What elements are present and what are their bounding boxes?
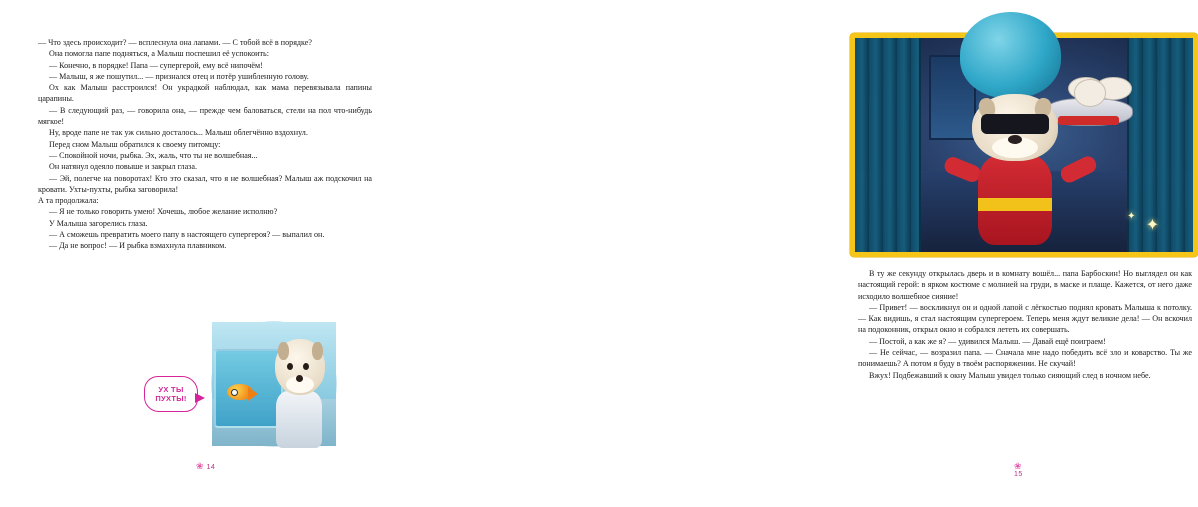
- right-page-body-text: [858, 268, 1192, 381]
- curtain-right: [1127, 38, 1193, 252]
- page-number-right-value: 15: [1014, 471, 1023, 478]
- speech-bubble-text: [144, 376, 198, 412]
- puppy-eye-right: [303, 363, 309, 370]
- paragraph: — Спокойной ночи, рыбка. Эх, жаль, что ты не волшебная...: [49, 150, 258, 160]
- paragraph: — Что здесь происходит? — всплеснула она лапами. — С тобой всё в порядке?: [38, 38, 312, 47]
- page-number-left-value: 14: [206, 464, 216, 471]
- paragraph: — Я не только говорить умею! Хочешь, любое желание исполню?: [49, 207, 278, 217]
- paragraph: — Конечно, в порядке! Папа — супергерой, ему всё нипочём!: [49, 60, 263, 70]
- paragraph: А та продолжала:: [38, 196, 99, 206]
- page-number-right: [1014, 462, 1023, 478]
- superhero-illustration: [855, 38, 1193, 252]
- paragraph: Ох как Малыш расстроился! Он украдкой наблюдал, как мама перевязывала папины царапины.: [38, 83, 372, 104]
- paragraph: Вжух! Подбежавший к окну Малыш увидел только сияющий след в ночном небе.: [869, 370, 1151, 380]
- fish-tank-illustration: [212, 322, 336, 446]
- puppy-character: [267, 339, 336, 446]
- hero-mask: [981, 114, 1049, 134]
- paragraph: — Привет! — воскликнул он и одной лапой с лёгкостью поднял кровать Малыша к потолку. — Как видишь, я стал настоящим супергероем. Теперь меня ждут великие дела! — Он вскочил на подоконник, открыл окно и собрался лететь их совершать.: [858, 302, 1192, 335]
- paragraph: Перед сном Малыш обратился к своему питомцу:: [49, 139, 221, 149]
- curtain-left: [855, 38, 921, 252]
- speech-bubble-line-1: УХ ТЫ: [158, 385, 184, 394]
- paragraph: У Малыша загорелись глаза.: [49, 218, 148, 228]
- puppy-ear-left: [278, 342, 289, 361]
- speech-bubble-line-2: ПУХТЫ!: [155, 394, 187, 403]
- paragraph: — А сможешь превратить моего папу в настоящего супергероя? — выпалил он.: [49, 230, 325, 240]
- page-number-left: [196, 462, 215, 471]
- paragraph: — Постой, а как же я? — удивился Малыш. — Давай ещё поиграем!: [869, 336, 1106, 346]
- speech-bubble: [144, 376, 198, 412]
- superhero-illustration-frame: [850, 33, 1198, 257]
- superhero-dad-character: [950, 94, 1092, 248]
- right-page: [410, 0, 1192, 507]
- paragraph: — Малыш, я же пошутил... — признался отец и потёр ушибленную голову.: [49, 71, 309, 81]
- sparkle-icon-small: ✦: [1127, 211, 1136, 223]
- paragraph: — В следующий раз, — говорила она, — прежде чем баловаться, стели на пол что-нибудь мягкое!: [38, 105, 372, 127]
- flower-icon: ❀: [1014, 461, 1023, 471]
- fish-eye: [231, 389, 238, 396]
- paragraph: В ту же секунду открылась дверь и в комнату вошёл... папа Барбоскин! Но выглядел он как настоящий герой: в ярком костюме с молнией на груди, в маске и плаще. Кажется, от него даже исходило волшебное сияние!: [858, 269, 1192, 301]
- puppy-body: [276, 391, 322, 449]
- left-page: [0, 0, 410, 507]
- paragraph: Ну, вроде папе не так уж сильно досталось... Малыш облегчённо вздохнул.: [49, 128, 308, 138]
- paragraph: Он натянул одеяло повыше и закрыл глаза.: [49, 162, 197, 172]
- paragraph: — Да не вопрос! — И рыбка взмахнула плавником.: [49, 241, 227, 251]
- paragraph: — Эй, полегче на поворотах! Кто это сказал, что я не волшебная? Малыш аж подскочил на кровати. Ухты-пухты, рыбка заговорила!: [38, 173, 372, 194]
- paragraph: — Не сейчас, — возразил папа. — Сначала мне надо победить всё зло и коварство. Ты же понимаешь? А потом я буду в твоём распоряжении. Не скучай!: [858, 348, 1192, 369]
- flower-icon: ❀: [196, 461, 205, 471]
- paragraph: Она помогла папе подняться, а Малыш поспешил её успокоить:: [49, 49, 269, 59]
- sparkle-icon: ✦: [1145, 216, 1160, 234]
- puppy-ear-right: [312, 342, 323, 361]
- left-page-body-text: [38, 37, 372, 252]
- goldfish-icon: [227, 384, 253, 400]
- hero-belt: [978, 198, 1052, 210]
